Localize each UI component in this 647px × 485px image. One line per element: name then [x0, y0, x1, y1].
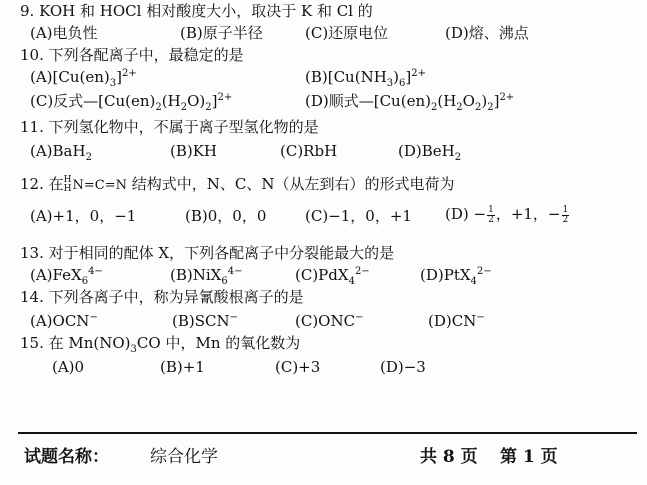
q10-option-b: $(B)[Cu(NH_3)_6]^{2+}$	[305, 68, 426, 89]
q12-option-c: (C)−1，0，+1	[305, 207, 412, 225]
q12-option-d: (D) − $\frac{1}{2}$ ，+1，− $\frac{1}{2}$	[445, 204, 569, 225]
q13-option-d: (D)PtX$_4^{2-}$	[420, 266, 492, 287]
fraction-one-half: $\frac{1}{2}$	[488, 204, 494, 225]
q13-option-a: (A)FeX$_6^{4-}$	[30, 266, 103, 287]
question-12-stem: 12. 在 H H N=C=N 结构式中，N、C、N（从左到右）的形式电荷为	[20, 175, 455, 194]
footer-rule	[18, 432, 637, 434]
question-14-stem: 14. 下列各离子中，称为异氰酸根离子的是	[20, 288, 304, 306]
footer-subject: 综合化学	[150, 447, 218, 467]
q10-option-a: $(A)[Cu(en)_3]^{2+}$	[30, 68, 137, 89]
fraction-one-half: $\frac{1}{2}$	[562, 204, 569, 225]
question-13-stem: 13. 对于相同的配体 X，下列各配离子中分裂能最大的是	[20, 244, 395, 262]
q14-option-a: (A)OCN−	[30, 312, 98, 330]
q11-option-d: (D)BeH$_2$	[398, 142, 462, 163]
q9-option-c: (C)还原电位	[305, 24, 389, 42]
q13-option-b: (B)NiX$_6^{4-}$	[170, 266, 243, 287]
q14-option-c: (C)ONC−	[295, 312, 364, 330]
footer-page-count: 共 8 页	[420, 447, 478, 467]
q14-option-d: (D)CN−	[428, 312, 485, 330]
q9-option-b: (B)原子半径	[180, 24, 263, 42]
q15-option-b: (B)+1	[160, 358, 205, 376]
q13-option-c: (C)PdX$_4^{2-}$	[295, 266, 370, 287]
q9-option-d: (D)熔、沸点	[445, 24, 529, 42]
h-h-label: H H	[63, 175, 72, 194]
footer-label: 试题名称：	[24, 447, 109, 467]
q12-option-a: (A)+1，0，−1	[30, 207, 137, 225]
q11-option-c: (C)RbH	[280, 142, 338, 160]
q9-option-a: (A)电负性	[30, 24, 98, 42]
question-9-stem: 9. KOH 和 HOCl 相对酸度大小，取决于 K 和 Cl 的	[20, 2, 373, 20]
question-15-stem: 15. 在 $Mn(NO)_3CO$ 中，Mn 的氧化数为	[20, 334, 301, 355]
q14-option-b: (B)SCN−	[172, 312, 238, 330]
q12-option-b: (B)0，0，0	[185, 207, 267, 225]
question-10-stem: 10. 下列各配离子中，最稳定的是	[20, 46, 244, 64]
q15-option-d: (D)−3	[380, 358, 426, 376]
question-11-stem: 11. 下列氢化物中，不属于离子型氢化物的是	[20, 118, 319, 136]
q15-option-a: (A)0	[52, 358, 85, 376]
q15-option-c: (C)+3	[275, 358, 321, 376]
q10-option-c: (C)反式$—[Cu(en)_2(H_2O)_2]^{2+}$	[30, 92, 233, 113]
footer-page-number: 第 1 页	[500, 447, 558, 467]
q11-option-b: (B)KH	[170, 142, 218, 160]
q10-option-d: (D)顺式$—[Cu(en)_2(H_2O_2)_2]^{2+}$	[305, 92, 515, 113]
q11-option-a: (A)BaH$_2$	[30, 142, 92, 163]
